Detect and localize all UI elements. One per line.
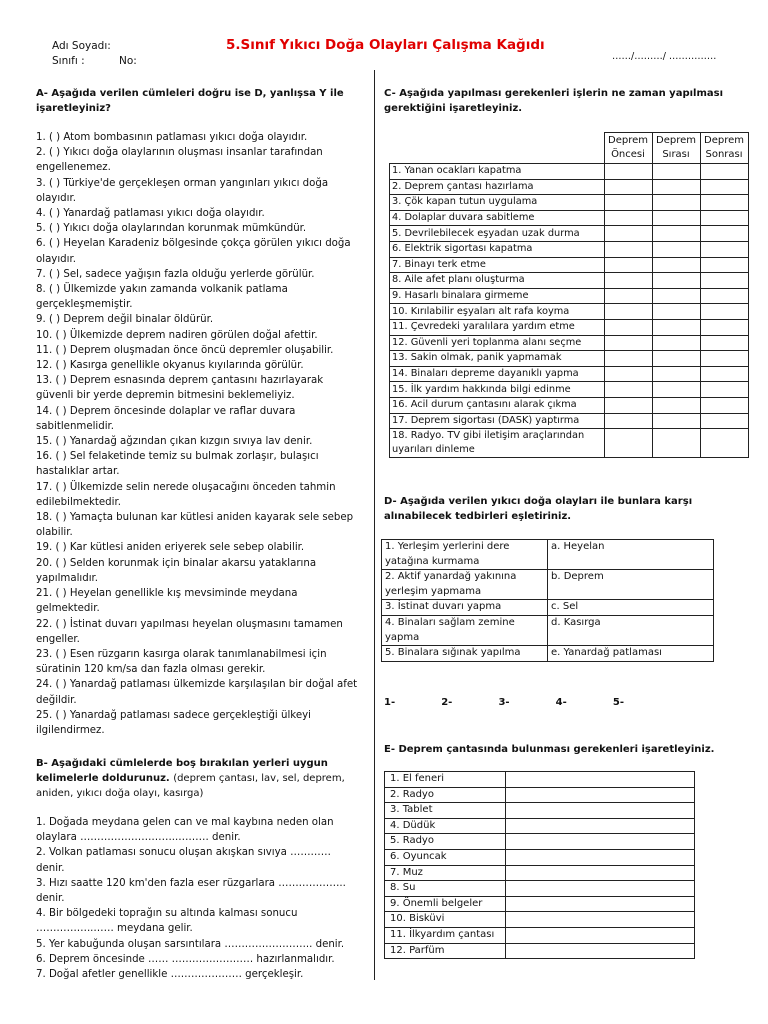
disaster-cell: a. Heyelan <box>548 540 714 570</box>
checkbox-cell-sirasi[interactable] <box>652 382 700 398</box>
answer-slot[interactable]: 3- <box>498 697 510 708</box>
checkbox-cell[interactable] <box>506 834 695 850</box>
fill-blank-item: 1. Doğada meydana gelen can ve mal kaybına neden olan olaylara ………………………..……… denir. <box>36 817 334 844</box>
checkbox-cell[interactable] <box>506 927 695 943</box>
table-row <box>382 600 714 616</box>
class-label: Sınıfı : <box>52 55 85 67</box>
true-false-item: 17. ( ) Ülkemizde selin nerede oluşacağını önceden tahmin edilebilmektedir. <box>36 481 336 508</box>
timing-task-label: 10. Kırılabilir eşyaları alt rafa koyma <box>390 304 605 320</box>
checkbox-cell-sonrasi[interactable] <box>700 351 748 367</box>
answer-slot[interactable]: 5- <box>612 697 624 708</box>
timing-task-label: 15. İlk yardım hakkında bilgi edinme <box>390 382 605 398</box>
checkbox-cell-sonrasi[interactable] <box>700 195 748 211</box>
checkbox-cell-sonrasi[interactable] <box>700 164 748 180</box>
table-row <box>385 927 695 943</box>
checkbox-cell-sirasi[interactable] <box>652 397 700 413</box>
table-row <box>390 226 749 242</box>
checkbox-cell-sirasi[interactable] <box>652 179 700 195</box>
table-row <box>385 943 695 959</box>
table-row <box>390 382 749 398</box>
table-row <box>390 179 749 195</box>
table-row <box>385 881 695 897</box>
fill-blank-item: 7. Doğal afetler genellikle ………………… gerçekleşir. <box>36 969 304 981</box>
fill-blank-item: 5. Yer kabuğunda oluşan sarsıntılara …………………….. denir. <box>36 938 345 950</box>
section-a-list <box>36 130 360 738</box>
checkbox-cell-oncesi[interactable] <box>604 429 652 458</box>
section-e-title: E- Deprem çantasında bulunması gerekenleri işaretleyiniz. <box>384 744 715 755</box>
bag-item-label: 10. Bisküvi <box>385 912 506 928</box>
bag-item-label: 1. El feneri <box>385 772 506 788</box>
answer-slot[interactable]: 2- <box>441 697 453 708</box>
checkbox-cell[interactable] <box>506 787 695 803</box>
checkbox-cell-oncesi[interactable] <box>604 226 652 242</box>
checkbox-cell[interactable] <box>506 803 695 819</box>
table-row <box>390 304 749 320</box>
checkbox-cell[interactable] <box>506 849 695 865</box>
table-row <box>390 288 749 304</box>
checkbox-cell[interactable] <box>506 865 695 881</box>
section-b-list <box>36 815 360 982</box>
checkbox-cell-sirasi[interactable] <box>652 335 700 351</box>
checkbox-cell-sonrasi[interactable] <box>700 335 748 351</box>
disaster-cell: d. Kasırga <box>548 615 714 645</box>
checkbox-cell[interactable] <box>506 818 695 834</box>
bag-item-label: 8. Su <box>385 881 506 897</box>
true-false-item: 18. ( ) Yamaçta bulunan kar kütlesi aniden kayarak sele sebep olabilir. <box>36 512 354 539</box>
section-c-table-wrap <box>389 132 749 458</box>
table-row <box>382 540 714 570</box>
measure-cell: 1. Yerleşim yerlerini dere yatağına kurmama <box>382 540 548 570</box>
checkbox-cell-sirasi[interactable] <box>652 273 700 289</box>
true-false-item: 2. ( ) Yıkıcı doğa olaylarının oluşması insanlar tarafından engellenemez. <box>36 147 323 174</box>
section-b-words: (deprem çantası, lav, sel, deprem, aniden, yıkıcı doğa olayı, kasırga) <box>36 773 345 799</box>
true-false-item: 16. ( ) Sel felaketinde temiz su bulmak zorlaşır, bulaşıcı hastalıklar artar. <box>36 451 319 478</box>
true-false-item: 12. ( ) Kasırga genellikle okyanus kıyılarında görülür. <box>36 360 304 372</box>
checkbox-cell[interactable] <box>506 881 695 897</box>
timing-task-label: 18. Radyo. TV gibi iletişim araçlarından uyarıları dinleme <box>390 429 605 458</box>
true-false-item: 20. ( ) Selden korunmak için binalar akarsu yataklarına yapılmalıdır. <box>36 557 317 584</box>
checkbox-cell[interactable] <box>506 772 695 788</box>
checkbox-cell-sirasi[interactable] <box>652 210 700 226</box>
checkbox-cell-sonrasi[interactable] <box>700 273 748 289</box>
table-row <box>385 818 695 834</box>
table-row <box>382 646 714 662</box>
checkbox-cell-oncesi[interactable] <box>604 241 652 257</box>
measure-cell: 4. Binaları sağlam zemine yapma <box>382 615 548 645</box>
checkbox-cell-oncesi[interactable] <box>604 164 652 180</box>
fill-blank-item: 2. Volkan patlaması sonucu oluşan akışkan sıvıya ………… denir. <box>36 847 331 874</box>
measure-cell: 3. İstinat duvarı yapma <box>382 600 548 616</box>
checkbox-cell-oncesi[interactable] <box>604 179 652 195</box>
section-c-corner <box>390 133 605 164</box>
checkbox-cell-sonrasi[interactable] <box>700 397 748 413</box>
bag-item-label: 6. Oyuncak <box>385 849 506 865</box>
bag-item-label: 3. Tablet <box>385 803 506 819</box>
name-label: Adı Soyadı: <box>52 40 111 52</box>
checkbox-cell[interactable] <box>506 943 695 959</box>
section-a-title: A- Aşağıda verilen cümleleri doğru ise D, yanlışsa Y ile işaretleyiniz? <box>36 88 344 114</box>
true-false-item: 23. ( ) Esen rüzgarın kasırga olarak tanımlanabilmesi için süratinin 120 km/sa dan fazla olması gerekir. <box>36 648 327 676</box>
section-c-table <box>389 132 749 458</box>
section-e-table-wrap <box>384 771 695 959</box>
section-d <box>384 494 724 524</box>
bag-item-label: 2. Radyo <box>385 787 506 803</box>
bag-item-label: 7. Muz <box>385 865 506 881</box>
bag-item-label: 5. Radyo <box>385 834 506 850</box>
checkbox-cell-sonrasi[interactable] <box>700 366 748 382</box>
checkbox-cell-sonrasi[interactable] <box>700 179 748 195</box>
checkbox-cell-sirasi[interactable] <box>652 241 700 257</box>
page-title: 5.Sınıf Yıkıcı Doğa Olayları Çalışma Kağıdı <box>226 37 545 53</box>
fill-blank-item: 6. Deprem öncesinde …… …………………… hazırlanmalıdır. <box>36 953 335 965</box>
true-false-item: 14. ( ) Deprem öncesinde dolaplar ve raflar duvara sabitlenmelidir. <box>36 405 296 432</box>
table-row <box>390 273 749 289</box>
col-header-sonrasi: Deprem Sonrası <box>700 133 748 164</box>
table-row <box>385 896 695 912</box>
checkbox-cell-sonrasi[interactable] <box>700 288 748 304</box>
checkbox-cell-sirasi[interactable] <box>652 164 700 180</box>
true-false-item: 13. ( ) Deprem esnasında deprem çantasını hazırlayarak güvenli bir yerde depremin bitmesini beklemeliyiz. <box>36 375 324 402</box>
checkbox-cell-sonrasi[interactable] <box>700 257 748 273</box>
checkbox-cell-sonrasi[interactable] <box>700 304 748 320</box>
true-false-item: 19. ( ) Kar kütlesi aniden eriyerek sele sebep olabilir. <box>36 542 305 554</box>
true-false-item: 7. ( ) Sel, sadece yağışın fazla olduğu yerlerde görülür. <box>36 268 315 280</box>
true-false-item: 24. ( ) Yanardağ patlaması ülkemizde karşılaşılan bir doğal afet değildir. <box>36 679 358 706</box>
section-b-instruction: B- Aşağıdaki cümlelerde boş bırakılan yerleri uygun kelimelerle doldurunuz. <box>36 758 328 784</box>
table-row <box>390 241 749 257</box>
date-field: ……/………/ …………… <box>612 51 717 62</box>
checkbox-cell-sirasi[interactable] <box>652 304 700 320</box>
checkbox-cell-oncesi[interactable] <box>604 288 652 304</box>
checkbox-cell-oncesi[interactable] <box>604 210 652 226</box>
true-false-item: 11. ( ) Deprem oluşmadan önce öncü depremler oluşabilir. <box>36 344 334 356</box>
section-e <box>384 742 724 757</box>
checkbox-cell-oncesi[interactable] <box>604 382 652 398</box>
timing-task-label: 14. Binaları depreme dayanıklı yapma <box>390 366 605 382</box>
table-row <box>390 335 749 351</box>
table-row <box>385 849 695 865</box>
checkbox-cell-sonrasi[interactable] <box>700 226 748 242</box>
true-false-item: 21. ( ) Heyelan genellikle kış mevsiminde meydana gelmektedir. <box>36 588 298 615</box>
checkbox-cell-oncesi[interactable] <box>604 335 652 351</box>
checkbox-cell-sirasi[interactable] <box>652 319 700 335</box>
col-header-sirasi: Deprem Sırası <box>652 133 700 164</box>
checkbox-cell-oncesi[interactable] <box>604 397 652 413</box>
table-row <box>390 164 749 180</box>
table-row <box>385 834 695 850</box>
fill-blank-item: 4. Bir bölgedeki toprağın su altında kalması sonucu ……………..…… meydana gelir. <box>36 908 298 935</box>
checkbox-cell-oncesi[interactable] <box>604 319 652 335</box>
timing-task-label: 5. Devrilebilecek eşyadan uzak durma <box>390 226 605 242</box>
timing-task-label: 4. Dolaplar duvara sabitleme <box>390 210 605 226</box>
section-e-table <box>384 771 695 959</box>
true-false-item: 25. ( ) Yanardağ patlaması sadece gerçekleştiği ülkeyi ilgilendirmez. <box>36 709 311 736</box>
true-false-item: 5. ( ) Yıkıcı doğa olaylarından korunmak mümkündür. <box>36 223 307 235</box>
checkbox-cell-sonrasi[interactable] <box>700 413 748 429</box>
table-row <box>385 772 695 788</box>
table-row <box>390 319 749 335</box>
checkbox-cell-sirasi[interactable] <box>652 413 700 429</box>
true-false-item: 8. ( ) Ülkemizde yakın zamanda volkanik patlama gerçekleşmemiştir. <box>36 284 288 311</box>
answer-slot[interactable]: 4- <box>555 697 567 708</box>
checkbox-cell-sonrasi[interactable] <box>700 382 748 398</box>
checkbox-cell-sirasi[interactable] <box>652 351 700 367</box>
checkbox-cell-sonrasi[interactable] <box>700 210 748 226</box>
section-d-table-wrap <box>381 539 714 662</box>
checkbox-cell-sonrasi[interactable] <box>700 429 748 458</box>
disaster-cell: b. Deprem <box>548 570 714 600</box>
table-row <box>390 413 749 429</box>
checkbox-cell-oncesi[interactable] <box>604 366 652 382</box>
table-row <box>385 787 695 803</box>
timing-task-label: 7. Binayı terk etme <box>390 257 605 273</box>
checkbox-cell[interactable] <box>506 896 695 912</box>
table-row <box>390 257 749 273</box>
true-false-item: 15. ( ) Yanardağ ağzından çıkan kızgın sıvıya lav denir. <box>36 436 313 448</box>
true-false-item: 9. ( ) Deprem değil binalar öldürür. <box>36 314 214 326</box>
timing-task-label: 2. Deprem çantası hazırlama <box>390 179 605 195</box>
table-row <box>390 195 749 211</box>
bag-item-label: 9. Önemli belgeler <box>385 896 506 912</box>
section-c-title: C- Aşağıda yapılması gerekenleri işlerin ne zaman yapılması gerektiğini işaretleyiniz. <box>384 88 724 114</box>
disaster-cell: e. Yanardağ patlaması <box>548 646 714 662</box>
true-false-item: 6. ( ) Heyelan Karadeniz bölgesinde çokça görülen yıkıcı doğa olayıdır. <box>36 238 351 265</box>
table-row <box>382 615 714 645</box>
timing-task-label: 16. Acil durum çantasını alarak çıkma <box>390 397 605 413</box>
timing-task-label: 12. Güvenli yeri toplanma alanı seçme <box>390 335 605 351</box>
table-row <box>390 429 749 458</box>
measure-cell: 2. Aktif yanardağ yakınına yerleşim yapmama <box>382 570 548 600</box>
checkbox-cell-oncesi[interactable] <box>604 195 652 211</box>
table-row <box>385 912 695 928</box>
table-row <box>390 366 749 382</box>
checkbox-cell-oncesi[interactable] <box>604 304 652 320</box>
measure-cell: 5. Binalara sığınak yapılma <box>382 646 548 662</box>
timing-task-label: 3. Çök kapan tutun uygulama <box>390 195 605 211</box>
checkbox-cell-oncesi[interactable] <box>604 413 652 429</box>
checkbox-cell-sirasi[interactable] <box>652 429 700 458</box>
no-label: No: <box>119 55 137 67</box>
disaster-cell: c. Sel <box>548 600 714 616</box>
timing-task-label: 8. Aile afet planı oluşturma <box>390 273 605 289</box>
timing-task-label: 1. Yanan ocakları kapatma <box>390 164 605 180</box>
section-a <box>36 86 360 738</box>
table-row <box>385 865 695 881</box>
true-false-item: 1. ( ) Atom bombasının patlaması yıkıcı doğa olayıdır. <box>36 132 308 143</box>
answer-slot[interactable]: 1- <box>384 697 396 708</box>
section-d-answers <box>384 697 624 708</box>
true-false-item: 10. ( ) Ülkemizde deprem nadiren görülen doğal afettir. <box>36 329 318 341</box>
true-false-item: 3. ( ) Türkiye'de gerçekleşen orman yangınları yıkıcı doğa olayıdır. <box>36 177 329 204</box>
checkbox-cell-sirasi[interactable] <box>652 366 700 382</box>
timing-task-label: 17. Deprem sigortası (DASK) yaptırma <box>390 413 605 429</box>
column-divider <box>374 70 375 980</box>
checkbox-cell-sirasi[interactable] <box>652 257 700 273</box>
true-false-item: 4. ( ) Yanardağ patlaması yıkıcı doğa olayıdır. <box>36 208 265 220</box>
table-row <box>382 570 714 600</box>
section-b-title <box>36 756 360 801</box>
checkbox-cell-oncesi[interactable] <box>604 257 652 273</box>
fill-blank-item: 3. Hızı saatte 120 km'den fazla eser rüzgarlara ……………….. denir. <box>36 877 346 905</box>
true-false-item: 22. ( ) İstinat duvarı yapılması heyelan oluşmasını tamamen engeller. <box>36 618 343 645</box>
checkbox-cell-oncesi[interactable] <box>604 351 652 367</box>
table-row <box>385 803 695 819</box>
checkbox-cell[interactable] <box>506 912 695 928</box>
checkbox-cell-sirasi[interactable] <box>652 226 700 242</box>
timing-task-label: 6. Elektrik sigortası kapatma <box>390 241 605 257</box>
table-row <box>390 210 749 226</box>
checkbox-cell-sirasi[interactable] <box>652 288 700 304</box>
section-c <box>384 86 724 116</box>
section-d-title: D- Aşağıda verilen yıkıcı doğa olayları ile bunlara karşı alınabilecek tedbirleri eşletiriniz. <box>384 496 693 522</box>
table-row <box>390 397 749 413</box>
checkbox-cell-oncesi[interactable] <box>604 273 652 289</box>
timing-task-label: 11. Çevredeki yaralılara yardım etme <box>390 319 605 335</box>
section-d-table <box>381 539 714 662</box>
checkbox-cell-sonrasi[interactable] <box>700 319 748 335</box>
bag-item-label: 12. Parfüm <box>385 943 506 959</box>
table-row <box>390 351 749 367</box>
col-header-oncesi: Deprem Öncesi <box>604 133 652 164</box>
bag-item-label: 11. İlkyardım çantası <box>385 927 506 943</box>
checkbox-cell-sonrasi[interactable] <box>700 241 748 257</box>
section-b <box>36 756 360 982</box>
timing-task-label: 13. Sakin olmak, panik yapmamak <box>390 351 605 367</box>
bag-item-label: 4. Düdük <box>385 818 506 834</box>
checkbox-cell-sirasi[interactable] <box>652 195 700 211</box>
timing-task-label: 9. Hasarlı binalara girmeme <box>390 288 605 304</box>
